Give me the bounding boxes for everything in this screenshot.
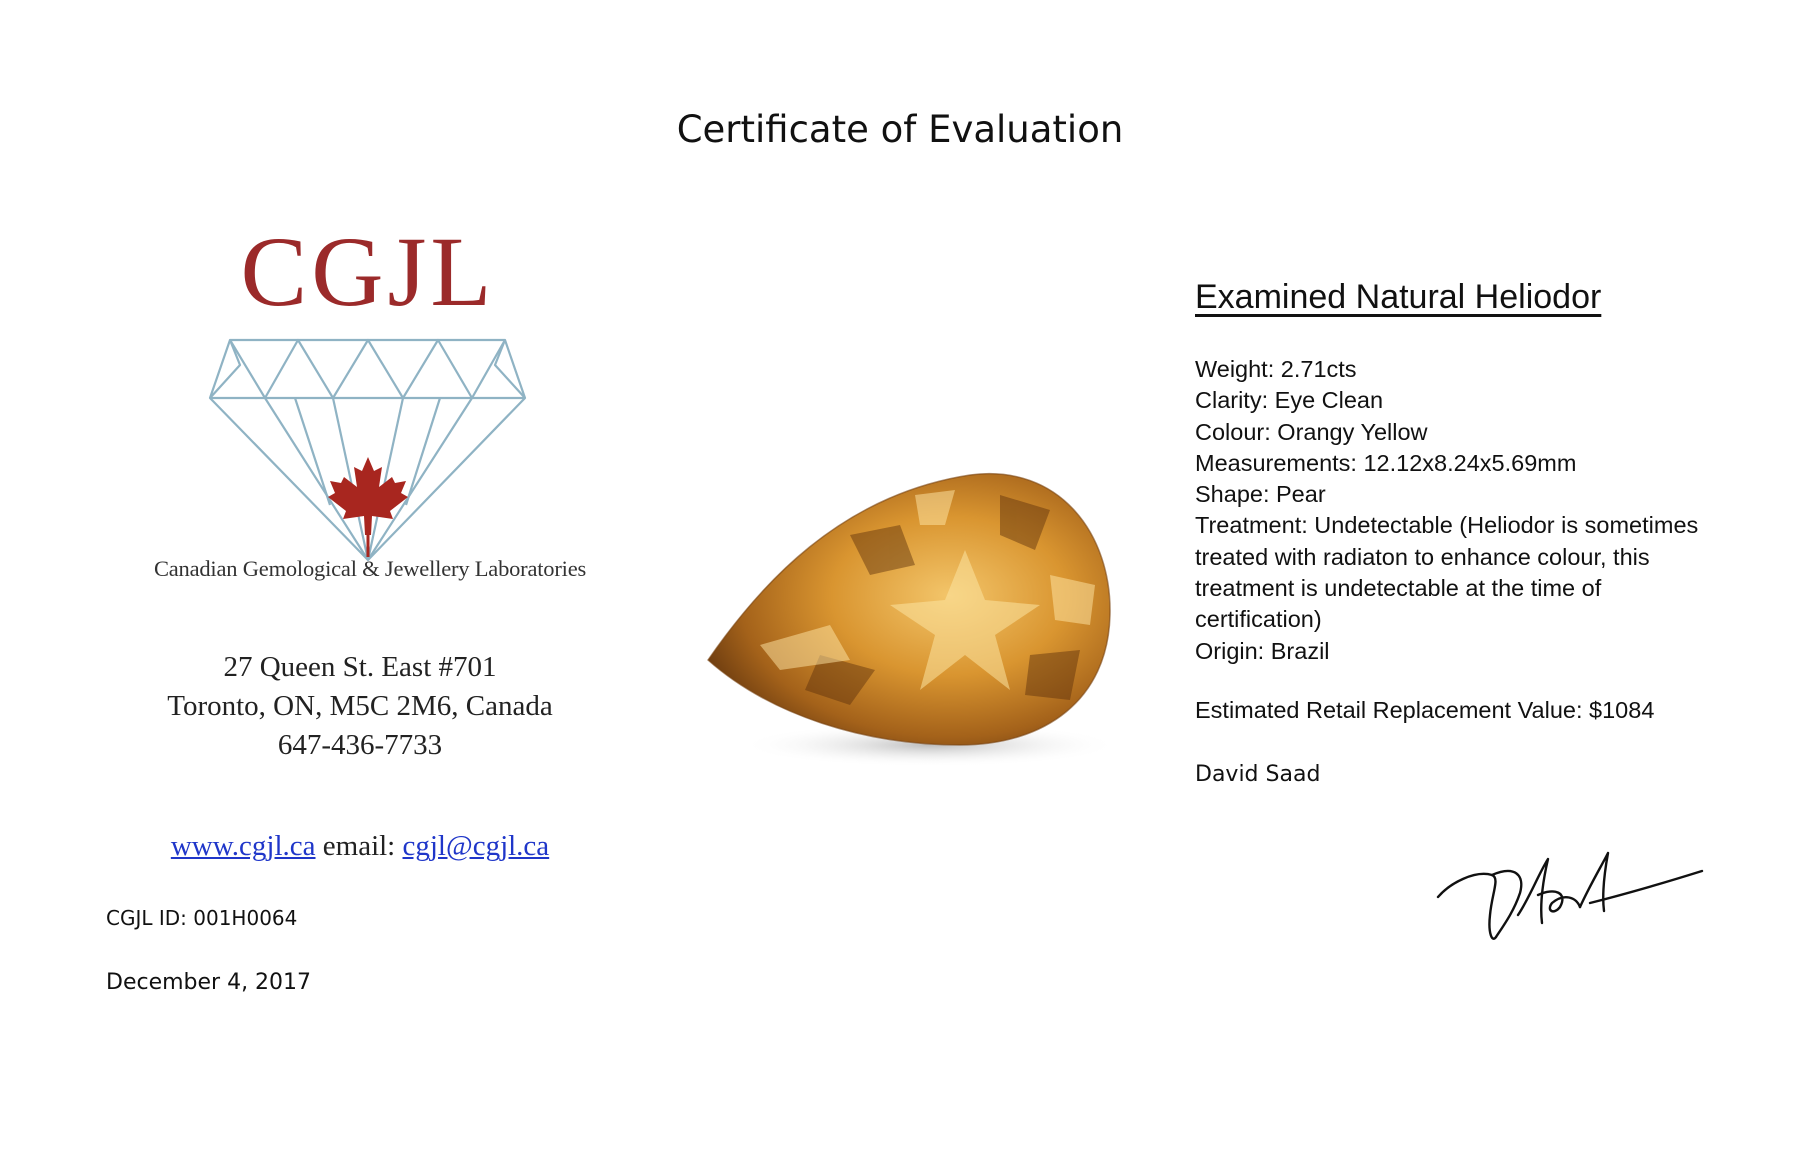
- address-line-phone: 647-436-7733: [277, 729, 443, 761]
- gem-heading: Examined Natural Heliodor: [1195, 278, 1602, 316]
- logo-text: CGJL: [240, 216, 496, 327]
- maple-leaf-icon: [328, 457, 408, 557]
- cgjl-logo: [130, 215, 610, 595]
- lab-address: [110, 648, 610, 765]
- lab-name: Canadian Gemological & Jewellery Laboratories: [153, 556, 587, 581]
- detail-measurements: Measurements: 12.12x8.24x5.69mm: [1195, 449, 1577, 476]
- page-title: Certificate of Evaluation: [676, 108, 1124, 151]
- certificate-date: December 4, 2017: [106, 970, 312, 995]
- replacement-value: Estimated Retail Replacement Value: $1084: [1195, 697, 1655, 723]
- handwritten-signature: [1430, 845, 1710, 955]
- address-line-city: Toronto, ON, M5C 2M6, Canada: [167, 690, 553, 722]
- detail-colour: Colour: Orangy Yellow: [1195, 418, 1428, 445]
- pear-heliodor-gem-photo: [700, 455, 1120, 775]
- detail-treatment: Treatment: Undetectable (Heliodor is sometimes: [1195, 512, 1699, 539]
- detail-weight: Weight: 2.71cts: [1195, 356, 1357, 382]
- signer-name: David Saad: [1195, 762, 1321, 787]
- detail-treatment-cont-1: treated with radiaton to enhance colour, this: [1195, 543, 1650, 570]
- contact-line: [110, 830, 610, 863]
- detail-origin: Origin: Brazil: [1195, 637, 1330, 664]
- email-label: email:: [322, 830, 396, 862]
- detail-clarity: Clarity: Eye Clean: [1195, 387, 1384, 414]
- email-link[interactable]: cgjl@cgjl.ca: [402, 830, 550, 862]
- gem-details: [1195, 354, 1735, 667]
- detail-shape: Shape: Pear: [1195, 481, 1326, 508]
- detail-treatment-cont-2: treatment is undetectable at the time of: [1195, 575, 1602, 602]
- address-line-street: 27 Queen St. East #701: [223, 651, 497, 683]
- website-link[interactable]: www.cgjl.ca: [170, 830, 316, 862]
- detail-treatment-cont-3: certification): [1195, 606, 1322, 633]
- cgjl-id: CGJL ID: 001H0064: [106, 906, 298, 930]
